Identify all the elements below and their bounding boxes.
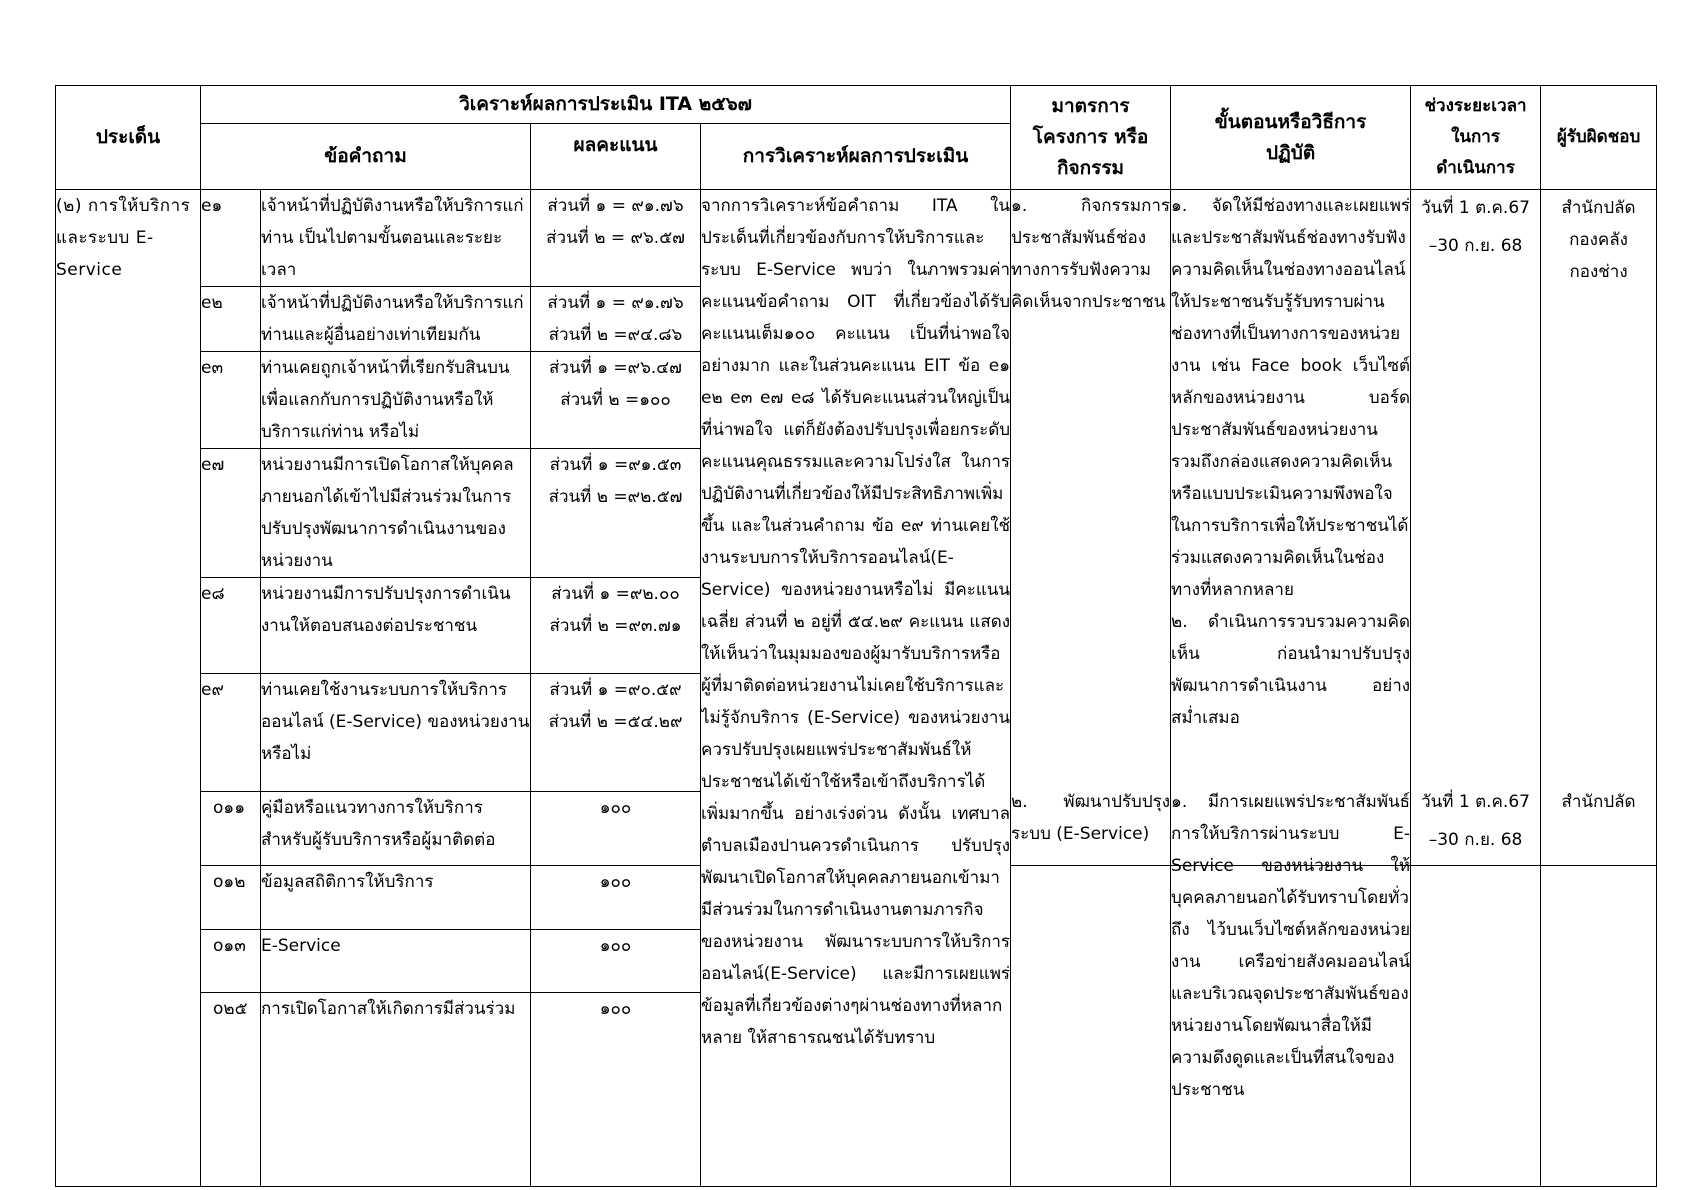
period-line1: วันที่ 1 ต.ค.67 [1421, 792, 1530, 812]
responsible-unit: กองช่าง [1569, 262, 1628, 282]
period-line2: –30 ก.ย. 68 [1428, 830, 1523, 850]
header-issue: ประเด็น [56, 86, 201, 190]
header-measure-line: โครงการ หรือ [1032, 126, 1149, 148]
header-question: ข้อคำถาม [201, 124, 531, 190]
header-analysis-group: วิเคราะห์ผลการประเมิน ITA ๒๕๖๗ [201, 86, 1011, 124]
question-code: o๑๑ [201, 792, 261, 866]
score-cell [531, 190, 701, 287]
period-cell-1 [1411, 190, 1541, 866]
question-code: e๗ [201, 449, 261, 578]
score-cell [531, 674, 701, 792]
question-code: e๘ [201, 578, 261, 674]
score-cell [531, 287, 701, 352]
score-cell [531, 578, 701, 674]
question-code: e๑ [201, 190, 261, 287]
header-responsible: ผู้รับผิดชอบ [1541, 86, 1657, 190]
score-part2: ส่วนที่ ๒ =๙๔.๘๖ [548, 325, 683, 345]
period-cell-2 [1411, 786, 1541, 1107]
responsible-cell-2: สำนักปลัด [1541, 786, 1657, 1107]
header-period-line: ในการ [1451, 127, 1500, 147]
question-text: หน่วยงานมีการปรับปรุงการดำเนินงานให้ตอบสนองต่อประชาชน [261, 578, 531, 674]
question-text: การเปิดโอกาสให้เกิดการมีส่วนร่วม [261, 993, 531, 1187]
score-cell: ๑๐๐ [531, 792, 701, 866]
issue-cell: (๒) การให้บริการและระบบ E-Service [56, 190, 201, 1187]
score-part1: ส่วนที่ ๑ =๙๐.๕๙ [549, 680, 682, 700]
score-part1: ส่วนที่ ๑ = ๙๑.๗๖ [547, 196, 684, 216]
question-text: เจ้าหน้าที่ปฏิบัติงานหรือให้บริการแก่ท่าน เป็นไปตามขั้นตอนและระยะเวลา [261, 190, 531, 287]
header-measure [1011, 86, 1171, 190]
analysis-cell: จากการวิเคราะห์ข้อคำถาม ITA ในประเด็นที่เกี่ยวข้องกับการให้บริการและระบบ E-Service พบว่า ในภาพรวมค่าคะแนนข้อคำถาม OIT ที่เกี่ยวข้องได้รับคะแนนเต็ม๑๐๐ คะแนน เป็นที่น่าพอใจอย่างมาก และในส่วนคะแนน EIT ข้อ e๑ e๒ e๓ e๗ e๘ ได้รับคะแนนส่วนใหญ่เป็นที่น่าพอใจ แต่ก็ยังต้องปรับปรุงเพื่อยกระดับคะแนนคุณธรรมและความโปร่งใส ในการปฏิบัติงานที่เกี่ยวข้องให้มีประสิทธิภาพเพิ่มขึ้น และในส่วนคำถาม ข้อ e๙ ท่านเคยใช้งานระบบการให้บริการออนไลน์(E-Service) ของหน่วยงานหรือไม่ มีคะแนนเฉลี่ย ส่วนที่ ๒ อยู่ที่ ๕๔.๒๙ คะแนน แสดงให้เห็นว่าในมุมมองของผู้มารับบริการหรือผู้ที่มาติดต่อหน่วยงานไม่เคยใช้บริการและไม่รู้จักบริการ (E-Service) ของหน่วยงาน ควรปรับปรุงเผยแพร่ประชาสัมพันธ์ให้ประชาชนได้เข้าใช้หรือเข้าถึงบริการได้เพิ่มมากขึ้น อย่างเร่งด่วน ดังนั้น เทศบาลตำบลเมืองปานควรดำเนินการ ปรับปรุงพัฒนาเปิดโอกาสให้บุคคลภายนอกเข้ามามีส่วนร่วมในการดำเนินงานตามภารกิจของหน่วยงาน พัฒนาระบบการให้บริการออนไลน์(E-Service) และมีการเผยแพร่ข้อมูลที่เกี่ยวข้องต่างๆผ่านช่องทางที่หลากหลาย ให้สาธารณชนได้รับทราบ [701, 190, 1011, 1187]
question-text: หน่วยงานมีการเปิดโอกาสให้บุคคลภายนอกได้เข้าไปมีส่วนร่วมในการปรับปรุงพัฒนาการดำเนินงานของหน่วยงาน [261, 449, 531, 578]
score-cell [531, 352, 701, 449]
steps-part1: ๑. จัดให้มีช่องทางและเผยแพร่และประชาสัมพันธ์ช่องทางรับฟังความคิดเห็นในช่องทางออนไลน์ ให้ประชาชนรับรู้รับทราบผ่านช่องทางที่เป็นทางการของหน่วยงาน เช่น Face book เว็บไซต์หลักของหน่วยงาน บอร์ดประชาสัมพันธ์ของหน่วยงาน รวมถึงกล่องแสดงความคิดเห็นหรือแบบประเมินความพึงพอใจในการบริการเพื่อให้ประชาชนได้ร่วมแสดงความคิดเห็นในช่องทางที่หลากหลาย [1171, 196, 1411, 600]
question-code: e๙ [201, 674, 261, 792]
question-code: o๒๕ [201, 993, 261, 1187]
period-line2: –30 ก.ย. 68 [1428, 236, 1523, 256]
period-line1: วันที่ 1 ต.ค.67 [1421, 198, 1530, 218]
question-text: คู่มือหรือแนวทางการให้บริการสำหรับผู้รับบริการหรือผู้มาติดต่อ [261, 792, 531, 866]
header-steps-line: ขั้นตอนหรือวิธีการ [1214, 110, 1367, 133]
question-text: E-Service [261, 929, 531, 993]
header-steps-line: ปฏิบัติ [1265, 141, 1316, 164]
header-measure-line: กิจกรรม [1057, 157, 1125, 179]
score-cell [531, 449, 701, 578]
responsible-unit: กองคลัง [1569, 230, 1628, 250]
question-text: ท่านเคยถูกเจ้าหน้าที่เรียกรับสินบน เพื่อแลกกับการปฏิบัติงานหรือให้บริการแก่ท่าน หรือไม่ [261, 352, 531, 449]
question-code: e๓ [201, 352, 261, 449]
question-code: o๑๓ [201, 929, 261, 993]
header-period-line: ช่วงระยะเวลา [1424, 96, 1527, 116]
score-part2: ส่วนที่ ๒ =๕๔.๒๙ [548, 712, 683, 732]
score-part2: ส่วนที่ ๒ =๙๒.๕๗ [548, 487, 683, 507]
question-text: ข้อมูลสถิติการให้บริการ [261, 866, 531, 930]
header-period-line: ดำเนินการ [1436, 158, 1515, 178]
score-part1: ส่วนที่ ๑ =๙๖.๔๗ [549, 358, 682, 378]
score-part2: ส่วนที่ ๒ = ๙๖.๕๗ [546, 228, 685, 248]
ita-analysis-table [55, 85, 1657, 1187]
header-period [1411, 86, 1541, 190]
score-part2: ส่วนที่ ๒ =๑๐๐ [560, 390, 671, 410]
score-part1: ส่วนที่ ๑ =๙๑.๕๓ [549, 455, 682, 475]
steps-cell-2: ๑. มีการเผยแพร่ประชาสัมพันธ์การให้บริการผ่านระบบ E-Service ของหน่วยงาน ให้บุคคลภายนอกได้รับทราบโดยทั่วถึง ไว้บนเว็บไซต์หลักของหน่วยงาน เครือข่ายสังคมออนไลน์ และบริเวณจุดประชาสัมพันธ์ของหน่วยงานโดยพัฒนาสื่อให้มีความดึงดูดและเป็นที่สนใจของประชาชน [1171, 786, 1411, 1107]
header-analysis: การวิเคราะห์ผลการประเมิน [701, 124, 1011, 190]
question-code: e๒ [201, 287, 261, 352]
score-part1: ส่วนที่ ๑ = ๙๑.๗๖ [547, 293, 684, 313]
header-score: ผลคะแนน [531, 124, 701, 190]
score-part1: ส่วนที่ ๑ =๙๒.๐๐ [551, 584, 680, 604]
measure-cell-1: ๑. กิจกรรมการประชาสัมพันธ์ช่องทางการรับฟังความคิดเห็นจากประชาชน [1011, 190, 1171, 866]
steps-part2: ๒. ดำเนินการรวบรวมความคิดเห็น ก่อนนำมาปรับปรุงพัฒนาการดำเนินงาน อย่างสม่ำเสมอ [1171, 612, 1411, 728]
responsible-unit: สำนักปลัด [1561, 198, 1636, 218]
score-part2: ส่วนที่ ๒ =๙๓.๗๑ [549, 616, 682, 636]
score-cell: ๑๐๐ [531, 929, 701, 993]
measure-cell-2: ๒. พัฒนาปรับปรุงระบบ (E-Service) [1011, 786, 1171, 1107]
steps-cell-1 [1171, 190, 1411, 866]
question-code: o๑๒ [201, 866, 261, 930]
score-cell: ๑๐๐ [531, 866, 701, 930]
header-measure-line: มาตรการ [1051, 95, 1130, 117]
score-cell: ๑๐๐ [531, 993, 701, 1187]
header-steps [1171, 86, 1411, 190]
responsible-cell-1 [1541, 190, 1657, 866]
question-text: ท่านเคยใช้งานระบบการให้บริการออนไลน์ (E-Service) ของหน่วยงานหรือไม่ [261, 674, 531, 792]
question-text: เจ้าหน้าที่ปฏิบัติงานหรือให้บริการแก่ท่านและผู้อื่นอย่างเท่าเทียมกัน [261, 287, 531, 352]
